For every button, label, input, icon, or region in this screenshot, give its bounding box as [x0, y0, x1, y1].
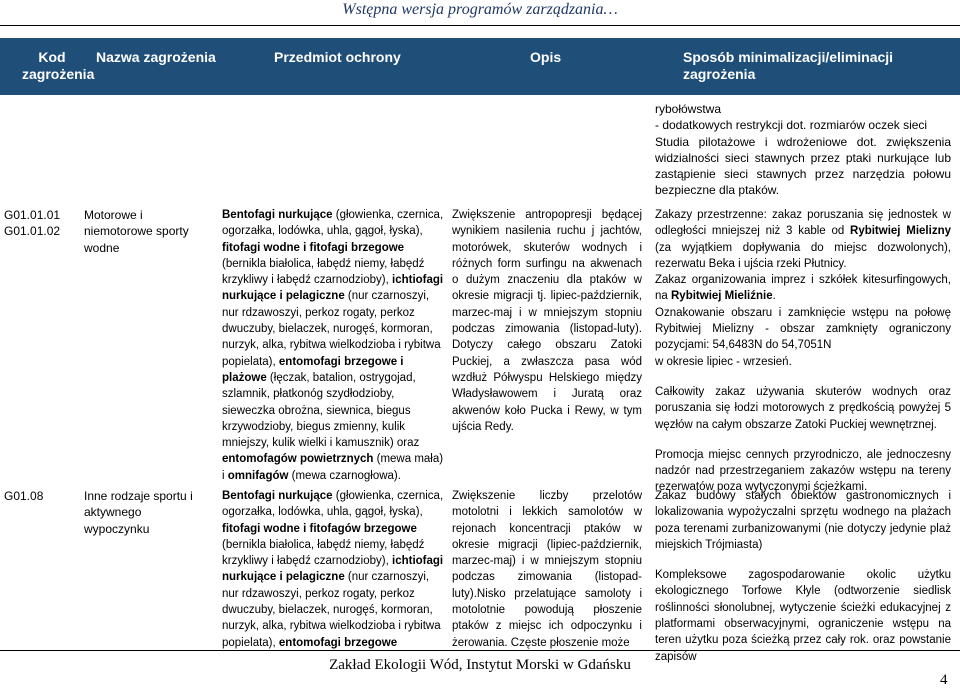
text-run: (za wyjątkiem dopływania do miejsc dozwolonych), rezerwatu Beka i ujścia rzeki Płutnicy. — [655, 241, 951, 270]
row2-code: G01.08 — [4, 489, 44, 503]
bold-text-run: entomofagi brzegowe — [278, 636, 398, 649]
bold-text-run: Bentofagi nurkujące — [222, 209, 333, 221]
text-run: . — [772, 290, 776, 303]
row1-subject — [222, 207, 446, 484]
bold-text-run: Rybitwiej Mieliźnie — [671, 290, 773, 303]
bold-text-run: entomofagi brzegowe i plażowe — [222, 355, 404, 384]
text-run: Całkowity zakaz używania skuterów wodnych oraz poruszania się łodzi motorowych z prędkością powyżej 5 węzłów na całym obszarze Zatoki Puckiej wewnętrznej. — [655, 385, 951, 431]
header-name: Nazwa zagrożenia — [96, 49, 216, 65]
text-run: (nur czarnoszyi, nur rdzawoszyi, perkoz rogaty, perkoz dwuczuby, bielaczek, nurogęś, kormoran, nurzyk, alka, rybitwa wielkodzioba i rybitwa popielata), — [222, 571, 441, 649]
text-run: (łęczak, batalion, ostrygojad, szlamnik, płatkonóg szydłodzioby, sieweczka obrożna, siewnica, biegus krzywodzioby, biegus zmienny, kulik mniejszy, kulik wielki i kamusznik) oraz — [222, 371, 420, 450]
row1-method — [655, 207, 951, 496]
text-run: Promocja miejsc cennych przyrodniczo, ale jednoczesny nadzór nad przestrzeganiem zakazów wstępu na tereny rezerwatów poza wytyczonymi ścieżkami. — [655, 448, 951, 494]
text-run: (nur czarnoszyi, nur rdzawoszyi, perkoz rogaty, perkoz dwuczuby, bielaczek, nurogęś, kormoran, nurzyk, alka, rybitwa wielkodzioba i rybitwa popielata), — [222, 290, 441, 368]
method-paragraph — [655, 272, 951, 305]
bold-text-run: Bentofagi nurkujące — [222, 490, 333, 502]
header-method: Sposób minimalizacji/eliminacji zagrożenia — [683, 49, 894, 82]
header-rule — [0, 25, 960, 26]
row2-description: Zwiększenie liczby przelotów motolotni i lekkich samolotów w rejonach koncentracji ptaków w okresie migracji (lipiec-październik, marzec-maj) i w mniejszym stopniu podczas zimowania (listopad-luty).Nisko przelatujące samoloty i motolotnie powodują płoszenie ptaków z miejsc ich odpoczynku i żerowania. Częste płoszenie może — [452, 490, 642, 649]
bold-text-run: ichtiofagi nurkujące i pelagiczne — [222, 555, 444, 584]
row2-method — [655, 488, 951, 665]
text-run: Zakaz budowy stałych obiektów gastronomicznych i lokalizowania wypożyczalni sprzętu wodnego na plażach poza terenami zurbanizowanymi (nie dotyczy jedynie plaż miejskich Trójmiasta) — [655, 490, 951, 551]
row1-code: G01.01.01 G01.01.02 — [4, 208, 61, 239]
page-number: 4 — [940, 672, 948, 688]
bold-text-run: fitofagi wodne i fitofagi brzegowe — [222, 241, 405, 254]
footer-rule — [0, 650, 960, 651]
header-code: Kod zagrożenia — [22, 49, 95, 82]
running-head: Wstępna wersja programów zarządzania… — [342, 1, 618, 18]
bold-text-run: entomofagów powietrznych — [222, 453, 374, 466]
header-description: Opis — [530, 49, 562, 65]
text-run: (głowienka, czernica, ogorzałka, lodówka, uhla, gągoł, łyska), — [222, 490, 444, 519]
row1-description: Zwiększenie antropopresji będącej wynikiem nasilenia ruchu j jachtów, motorówek, skuterów wodnych i różnych form surfingu na akwenach o dużym znaczeniu dla ptaków w okresie migracji tj. lipiec-październik, marzec-maj i w mniejszym stopniu podczas zimowania (listopad-luty). Dotyczy całego obszaru Zatoki Puckiej, a zwłaszcza pasa wód wzdłuż Półwyspu Helskiego między Władysławowem i Juratą oraz akwenów koło Pucka i Rewy, w tym ujścia Redy. — [452, 209, 642, 433]
row2-name: Inne rodzaje sportu i aktywnego wypoczynku — [84, 489, 193, 536]
footer: Zakład Ekologii Wód, Instytut Morski w Gdańsku — [329, 657, 631, 673]
text-run: (mewa czarnogłowa). — [288, 469, 401, 482]
bold-text-run: omnifagów — [227, 469, 289, 482]
row2-subject — [222, 488, 446, 651]
method-paragraph — [655, 305, 951, 370]
text-run: (mewa mała) i — [222, 453, 444, 482]
text-run: Zakazy przestrzenne: zakaz poruszania się jednostek w odległości mniejszej niż 3 kable od — [655, 209, 951, 238]
bold-text-run: fitofagi wodne i fitofagów brzegowe — [222, 522, 417, 535]
header-subject: Przedmiot ochrony — [274, 49, 401, 65]
method-paragraph — [655, 207, 951, 272]
row1-name: Motorowe i niemotorowe sporty wodne — [84, 208, 189, 255]
continued-method: rybołówstwa - dodatkowych restrykcji dot. rozmiarów oczek sieci Studia pilotażowe i wdrożeniowe dot. zwiększenia widzialności sieci stawnych przez ptaki nurkujące lub zastąpienie sieci stawnych przez narzędzia połowu bezpieczne dla ptaków. — [655, 102, 951, 198]
text-run: (bernikla białolica, łabędź niemy, łabędź krzykliwy i łabędź czarnodzioby), — [222, 257, 425, 287]
text-run: Oznakowanie obszaru i zamknięcie wstępu na połowę Rybitwiej Mielizny - obszar zamknięty ograniczony pozycjami: 54,6483N do 54,7051N w okresie lipiec - wrzesień. — [655, 306, 951, 368]
table-header — [0, 38, 960, 95]
bold-text-run: ichtiofagi nurkujące i pelagiczne — [222, 274, 444, 303]
method-paragraph — [655, 384, 951, 433]
text-run: (głowienka, czernica, ogorzałka, lodówka, uhla, gągoł, łyska), — [222, 209, 444, 238]
text-run: (bernikla białolica, łabędź niemy, łabędź krzykliwy i łabędź czarnodzioby), — [222, 538, 425, 568]
text-run: Zakaz organizowania imprez i szkółek kitesurfingowych, na — [655, 274, 951, 303]
method-paragraph — [655, 488, 951, 553]
text-run: Kompleksowe zagospodarowanie okolic użytku ekologicznego Torfowe Kłyle (odtworzenie siedlisk roślinności słonolubnej, wytyczenie ścieżki edukacyjnej z platformami obserwacyjnymi, ograniczenie wstępu na teren użytku poza ścieżką przez cały rok. oraz powstanie zapisów — [655, 569, 951, 663]
bold-text-run: Rybitwiej Mielizny — [850, 225, 951, 238]
